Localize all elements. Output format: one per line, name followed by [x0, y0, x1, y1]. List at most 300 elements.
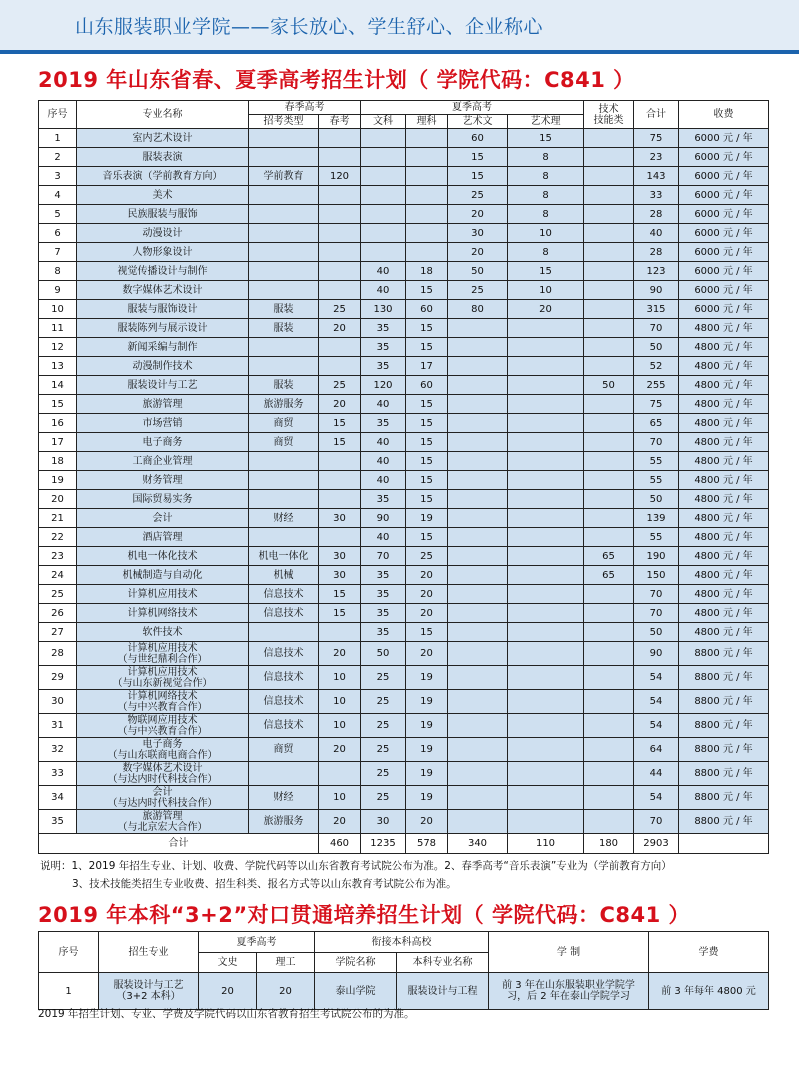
- header-skill-line2: 技能类: [593, 114, 624, 126]
- undergrad-plan-table: [38, 931, 769, 1010]
- row-major: 新闻采编与制作: [77, 338, 249, 357]
- row-major: 计算机网络技术: [77, 604, 249, 623]
- row-major: 旅游管理: [77, 395, 249, 414]
- row-index: 3: [39, 167, 77, 186]
- row-spring-type: [249, 528, 319, 547]
- row-spring-count: 15: [319, 414, 361, 433]
- totals-art-science: 110: [508, 834, 584, 854]
- row-spring-count: [319, 452, 361, 471]
- header-spring-count: 春考: [319, 115, 361, 129]
- row-major: 动漫制作技术: [77, 357, 249, 376]
- row-fee: 6000 元 / 年: [679, 262, 769, 281]
- row-major: 动漫设计: [77, 224, 249, 243]
- row-spring-type: [249, 186, 319, 205]
- p2-index: 1: [39, 973, 99, 1010]
- row-skill: [584, 509, 634, 528]
- table-row: [39, 129, 769, 148]
- table-row: [39, 585, 769, 604]
- row-total: 70: [634, 319, 679, 338]
- row-major: 数字媒体艺术设计: [77, 281, 249, 300]
- row-spring-count: 20: [319, 810, 361, 834]
- row-skill: [584, 186, 634, 205]
- row-major: 软件技术: [77, 623, 249, 642]
- row-total: 55: [634, 452, 679, 471]
- row-skill: [584, 224, 634, 243]
- row-fee: 4800 元 / 年: [679, 452, 769, 471]
- header-skill-line1: 技术: [598, 103, 619, 115]
- row-skill: [584, 243, 634, 262]
- p2-major: 服装设计与工艺 （3+2 本科）: [99, 973, 199, 1010]
- row-art-liberal: [448, 566, 508, 585]
- row-index: 15: [39, 395, 77, 414]
- row-spring-type: [249, 452, 319, 471]
- row-spring-count: 30: [319, 509, 361, 528]
- row-spring-count: 15: [319, 585, 361, 604]
- row-fee: 4800 元 / 年: [679, 471, 769, 490]
- row-spring-type: [249, 471, 319, 490]
- row-spring-count: 20: [319, 642, 361, 666]
- row-major: 会计: [77, 509, 249, 528]
- row-science: [406, 129, 448, 148]
- row-total: 65: [634, 414, 679, 433]
- row-fee: 8800 元 / 年: [679, 738, 769, 762]
- row-major: 室内艺术设计: [77, 129, 249, 148]
- table-row: [39, 623, 769, 642]
- p2-header-school: 学院名称: [315, 953, 397, 973]
- row-spring-type: [249, 224, 319, 243]
- row-science: 15: [406, 319, 448, 338]
- row-index: 34: [39, 786, 77, 810]
- row-art-liberal: 60: [448, 129, 508, 148]
- p2-header-partner: 衔接本科高校: [315, 932, 489, 953]
- row-fee: 4800 元 / 年: [679, 547, 769, 566]
- row-art-science: [508, 509, 584, 528]
- row-liberal: [361, 129, 406, 148]
- header-liberal: 文科: [361, 115, 406, 129]
- row-liberal: 40: [361, 528, 406, 547]
- row-spring-count: 20: [319, 738, 361, 762]
- row-art-liberal: 15: [448, 167, 508, 186]
- row-skill: [584, 528, 634, 547]
- row-total: 70: [634, 604, 679, 623]
- row-art-science: [508, 414, 584, 433]
- row-skill: [584, 471, 634, 490]
- row-art-science: [508, 585, 584, 604]
- totals-fee: [679, 834, 769, 854]
- row-index: 11: [39, 319, 77, 338]
- row-liberal: [361, 205, 406, 224]
- totals-spring: 460: [319, 834, 361, 854]
- row-skill: [584, 300, 634, 319]
- row-art-liberal: [448, 604, 508, 623]
- row-spring-type: 服装: [249, 300, 319, 319]
- row-total: 54: [634, 690, 679, 714]
- row-fee: 4800 元 / 年: [679, 566, 769, 585]
- row-spring-type: 信息技术: [249, 604, 319, 623]
- row-science: 15: [406, 528, 448, 547]
- p2-header-fee: 学费: [649, 932, 769, 973]
- row-spring-count: 10: [319, 786, 361, 810]
- table-row: [39, 666, 769, 690]
- row-index: 26: [39, 604, 77, 623]
- p2-system: 前 3 年在山东服装职业学院学习，后 2 年在泰山学院学习: [489, 973, 649, 1010]
- table-row: [39, 319, 769, 338]
- p2-header-ug-major: 本科专业名称: [397, 953, 489, 973]
- row-fee: 6000 元 / 年: [679, 129, 769, 148]
- table-row: [39, 509, 769, 528]
- p2-ug-major: 服装设计与工程: [397, 973, 489, 1010]
- row-major: 服装表演: [77, 148, 249, 167]
- table-row: [39, 738, 769, 762]
- row-index: 22: [39, 528, 77, 547]
- table-row: [39, 167, 769, 186]
- row-spring-type: 机械: [249, 566, 319, 585]
- row-spring-type: [249, 205, 319, 224]
- row-science: 15: [406, 395, 448, 414]
- row-skill: [584, 319, 634, 338]
- row-fee: 4800 元 / 年: [679, 395, 769, 414]
- row-major: 计算机应用技术 （与世纪鼎利合作）: [77, 642, 249, 666]
- row-fee: 4800 元 / 年: [679, 414, 769, 433]
- row-science: [406, 243, 448, 262]
- row-liberal: 25: [361, 738, 406, 762]
- row-index: 10: [39, 300, 77, 319]
- row-art-science: [508, 786, 584, 810]
- row-fee: 8800 元 / 年: [679, 810, 769, 834]
- row-spring-type: [249, 338, 319, 357]
- row-art-science: [508, 338, 584, 357]
- row-liberal: 30: [361, 810, 406, 834]
- row-art-science: [508, 490, 584, 509]
- row-spring-count: 30: [319, 566, 361, 585]
- row-skill: [584, 205, 634, 224]
- row-total: 70: [634, 585, 679, 604]
- row-spring-type: [249, 262, 319, 281]
- row-art-liberal: [448, 319, 508, 338]
- row-spring-count: 10: [319, 666, 361, 690]
- row-liberal: 35: [361, 604, 406, 623]
- row-science: 15: [406, 623, 448, 642]
- row-science: 19: [406, 714, 448, 738]
- table-row: [39, 148, 769, 167]
- plan-title: 2019 年山东省春、夏季高考招生计划（ 学院代码：C841 ）: [38, 68, 635, 92]
- row-art-liberal: [448, 762, 508, 786]
- row-science: 19: [406, 690, 448, 714]
- row-liberal: 25: [361, 666, 406, 690]
- row-science: 15: [406, 338, 448, 357]
- row-art-liberal: [448, 528, 508, 547]
- row-art-liberal: [448, 786, 508, 810]
- row-index: 13: [39, 357, 77, 376]
- row-total: 90: [634, 281, 679, 300]
- row-art-science: [508, 357, 584, 376]
- row-fee: 8800 元 / 年: [679, 666, 769, 690]
- row-liberal: [361, 186, 406, 205]
- p2-header-major: 招生专业: [99, 932, 199, 973]
- row-fee: 8800 元 / 年: [679, 786, 769, 810]
- row-science: [406, 224, 448, 243]
- row-fee: 4800 元 / 年: [679, 319, 769, 338]
- row-liberal: 40: [361, 262, 406, 281]
- row-spring-count: [319, 186, 361, 205]
- p2-header-summer: 夏季高考: [199, 932, 315, 953]
- row-index: 29: [39, 666, 77, 690]
- row-science: [406, 148, 448, 167]
- row-spring-type: [249, 762, 319, 786]
- row-spring-type: 商贸: [249, 738, 319, 762]
- row-spring-type: [249, 129, 319, 148]
- row-science: [406, 186, 448, 205]
- p2-header-liberal: 文史: [199, 953, 257, 973]
- row-art-science: [508, 452, 584, 471]
- row-art-science: [508, 319, 584, 338]
- row-index: 21: [39, 509, 77, 528]
- slogan: 山东服装职业学院——家长放心、学生舒心、企业称心: [75, 16, 544, 38]
- row-science: 20: [406, 566, 448, 585]
- table-row: [39, 547, 769, 566]
- row-major: 民族服装与服饰: [77, 205, 249, 224]
- table-row: [39, 262, 769, 281]
- row-art-science: 10: [508, 224, 584, 243]
- row-index: 14: [39, 376, 77, 395]
- row-spring-count: 15: [319, 433, 361, 452]
- row-liberal: 35: [361, 623, 406, 642]
- row-science: 15: [406, 452, 448, 471]
- table-row: [39, 205, 769, 224]
- row-total: 315: [634, 300, 679, 319]
- row-art-liberal: [448, 414, 508, 433]
- row-liberal: 70: [361, 547, 406, 566]
- row-fee: 8800 元 / 年: [679, 714, 769, 738]
- row-skill: 50: [584, 376, 634, 395]
- row-skill: [584, 338, 634, 357]
- row-total: 70: [634, 433, 679, 452]
- row-art-liberal: [448, 810, 508, 834]
- table-row: [39, 338, 769, 357]
- row-science: 60: [406, 300, 448, 319]
- row-science: 19: [406, 762, 448, 786]
- row-science: 20: [406, 604, 448, 623]
- row-art-liberal: 15: [448, 148, 508, 167]
- row-art-liberal: 25: [448, 186, 508, 205]
- row-fee: 4800 元 / 年: [679, 604, 769, 623]
- row-spring-type: 学前教育: [249, 167, 319, 186]
- row-total: 55: [634, 471, 679, 490]
- row-spring-type: 信息技术: [249, 585, 319, 604]
- row-spring-count: [319, 623, 361, 642]
- row-art-liberal: [448, 642, 508, 666]
- totals-science: 578: [406, 834, 448, 854]
- row-art-liberal: 20: [448, 205, 508, 224]
- row-skill: [584, 129, 634, 148]
- row-art-science: [508, 471, 584, 490]
- table-row: [39, 490, 769, 509]
- row-total: 75: [634, 129, 679, 148]
- row-art-liberal: [448, 509, 508, 528]
- row-major: 计算机应用技术 （与山东新视觉合作）: [77, 666, 249, 690]
- row-art-science: [508, 566, 584, 585]
- row-skill: 65: [584, 566, 634, 585]
- row-art-science: [508, 714, 584, 738]
- row-science: 19: [406, 509, 448, 528]
- row-liberal: 40: [361, 281, 406, 300]
- row-skill: [584, 714, 634, 738]
- table-row: [39, 224, 769, 243]
- row-index: 12: [39, 338, 77, 357]
- row-art-liberal: [448, 452, 508, 471]
- row-total: 54: [634, 666, 679, 690]
- row-fee: 6000 元 / 年: [679, 205, 769, 224]
- row-index: 6: [39, 224, 77, 243]
- row-spring-type: 财经: [249, 786, 319, 810]
- row-fee: 4800 元 / 年: [679, 338, 769, 357]
- row-liberal: 40: [361, 471, 406, 490]
- row-index: 20: [39, 490, 77, 509]
- row-art-liberal: [448, 666, 508, 690]
- row-liberal: [361, 148, 406, 167]
- row-spring-type: 信息技术: [249, 714, 319, 738]
- row-fee: 8800 元 / 年: [679, 642, 769, 666]
- row-liberal: 35: [361, 414, 406, 433]
- row-major: 电子商务 （与山东联商电商合作）: [77, 738, 249, 762]
- row-major: 人物形象设计: [77, 243, 249, 262]
- row-liberal: 120: [361, 376, 406, 395]
- header-art-science: 艺术理: [508, 115, 584, 129]
- row-fee: 6000 元 / 年: [679, 281, 769, 300]
- row-total: 70: [634, 810, 679, 834]
- p2-school: 泰山学院: [315, 973, 397, 1010]
- row-index: 2: [39, 148, 77, 167]
- p2-liberal: 20: [199, 973, 257, 1010]
- row-fee: 4800 元 / 年: [679, 376, 769, 395]
- header-summer: 夏季高考: [361, 101, 584, 115]
- row-skill: [584, 623, 634, 642]
- row-art-science: [508, 810, 584, 834]
- totals-art-liberal: 340: [448, 834, 508, 854]
- row-skill: [584, 738, 634, 762]
- row-art-liberal: [448, 338, 508, 357]
- row-science: 19: [406, 666, 448, 690]
- row-art-science: 8: [508, 148, 584, 167]
- row-art-liberal: [448, 585, 508, 604]
- table-row: [39, 604, 769, 623]
- row-index: 35: [39, 810, 77, 834]
- row-art-science: [508, 376, 584, 395]
- row-total: 50: [634, 490, 679, 509]
- row-science: 20: [406, 585, 448, 604]
- header-divider: [0, 50, 799, 54]
- row-art-science: [508, 762, 584, 786]
- row-art-liberal: [448, 433, 508, 452]
- row-spring-count: [319, 338, 361, 357]
- row-liberal: 50: [361, 642, 406, 666]
- row-art-science: [508, 433, 584, 452]
- row-major: 电子商务: [77, 433, 249, 452]
- row-spring-type: 旅游服务: [249, 395, 319, 414]
- row-total: 123: [634, 262, 679, 281]
- row-total: 52: [634, 357, 679, 376]
- row-spring-count: [319, 490, 361, 509]
- row-spring-count: [319, 148, 361, 167]
- row-science: [406, 205, 448, 224]
- row-skill: [584, 810, 634, 834]
- row-liberal: 35: [361, 357, 406, 376]
- row-science: 19: [406, 786, 448, 810]
- row-art-science: [508, 547, 584, 566]
- table-row: [39, 471, 769, 490]
- row-skill: [584, 762, 634, 786]
- row-total: 54: [634, 714, 679, 738]
- row-skill: [584, 281, 634, 300]
- notes: [40, 857, 672, 893]
- row-index: 4: [39, 186, 77, 205]
- row-index: 30: [39, 690, 77, 714]
- row-total: 28: [634, 243, 679, 262]
- totals-liberal: 1235: [361, 834, 406, 854]
- row-liberal: [361, 167, 406, 186]
- row-major: 财务管理: [77, 471, 249, 490]
- row-liberal: 25: [361, 762, 406, 786]
- row-major: 视觉传播设计与制作: [77, 262, 249, 281]
- header-fee: 收费: [679, 101, 769, 129]
- totals-skill: 180: [584, 834, 634, 854]
- row-skill: [584, 148, 634, 167]
- row-art-science: [508, 690, 584, 714]
- p2-fee: 前 3 年每年 4800 元: [649, 973, 769, 1010]
- plan-rows: [39, 129, 769, 834]
- row-art-liberal: [448, 738, 508, 762]
- row-spring-count: [319, 262, 361, 281]
- row-total: 75: [634, 395, 679, 414]
- table-row: [39, 414, 769, 433]
- row-liberal: 35: [361, 319, 406, 338]
- table-row: [39, 433, 769, 452]
- row-fee: 4800 元 / 年: [679, 433, 769, 452]
- row-total: 190: [634, 547, 679, 566]
- row-major: 市场营销: [77, 414, 249, 433]
- row-art-science: [508, 642, 584, 666]
- row-spring-count: 10: [319, 690, 361, 714]
- row-total: 139: [634, 509, 679, 528]
- row-art-liberal: [448, 376, 508, 395]
- row-spring-type: [249, 281, 319, 300]
- row-liberal: 35: [361, 490, 406, 509]
- row-index: 9: [39, 281, 77, 300]
- row-major: 计算机应用技术: [77, 585, 249, 604]
- row-skill: [584, 786, 634, 810]
- row-skill: [584, 666, 634, 690]
- row-total: 50: [634, 623, 679, 642]
- row-index: 23: [39, 547, 77, 566]
- row-skill: [584, 642, 634, 666]
- row-science: [406, 167, 448, 186]
- row-art-liberal: 25: [448, 281, 508, 300]
- row-science: 15: [406, 414, 448, 433]
- row-index: 32: [39, 738, 77, 762]
- row-art-science: [508, 395, 584, 414]
- row-index: 33: [39, 762, 77, 786]
- row-major: 服装陈列与展示设计: [77, 319, 249, 338]
- row-spring-type: [249, 357, 319, 376]
- row-spring-count: 25: [319, 300, 361, 319]
- row-index: 28: [39, 642, 77, 666]
- row-science: 15: [406, 281, 448, 300]
- row-spring-count: [319, 243, 361, 262]
- row-major: 机电一体化技术: [77, 547, 249, 566]
- row-liberal: 35: [361, 566, 406, 585]
- row-art-science: 8: [508, 186, 584, 205]
- totals-row: [39, 834, 769, 854]
